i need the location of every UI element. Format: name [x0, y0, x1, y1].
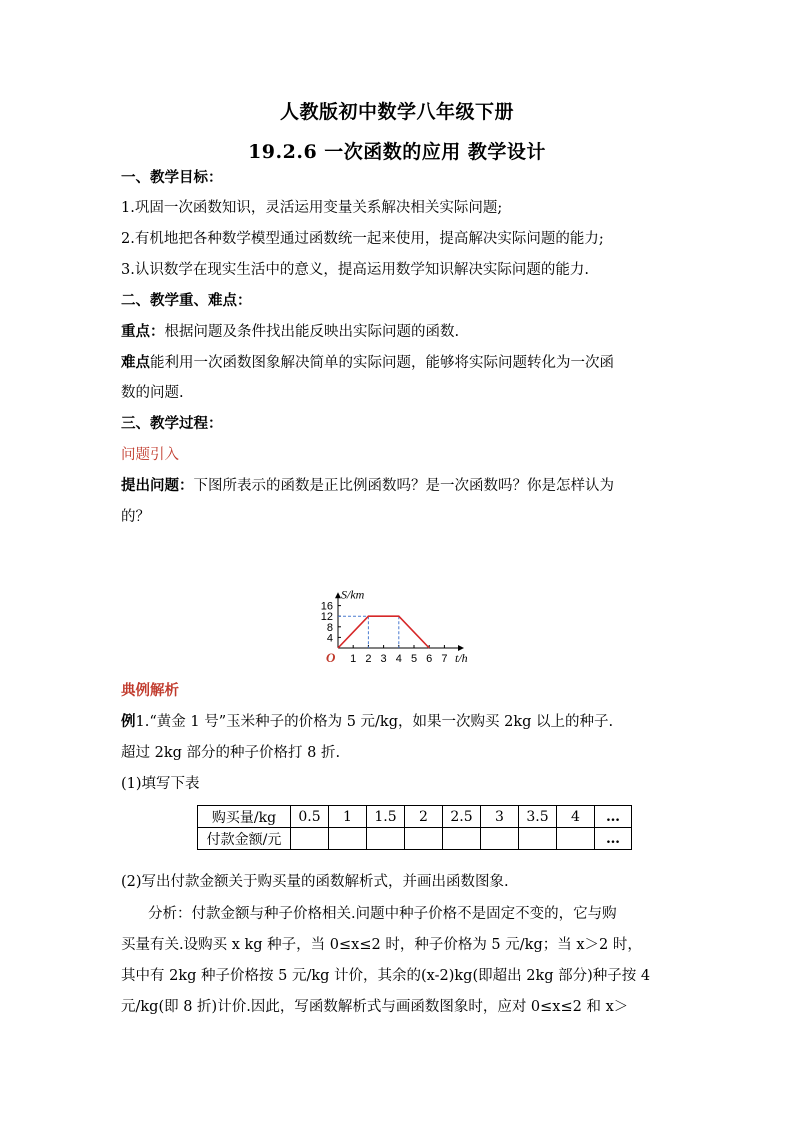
example-text-line2: 超过 2kg 部分的种子价格打 8 折. — [121, 745, 341, 761]
table-cell: … — [595, 828, 632, 850]
key-point — [121, 320, 681, 341]
x-tick-label: 2 — [365, 653, 372, 665]
difficult-point-text: 能利用一次函数图象解决简单的实际问题，能够将实际问题转化为一次函 — [150, 355, 614, 371]
objective-item: 3.认识数学在现实生活中的意义，提高运用数学知识解决实际问题的能力. — [121, 262, 589, 278]
x-tick-label: 6 — [426, 653, 433, 665]
origin-label: O — [326, 650, 336, 665]
table-header-quantity: 购买量/kg — [198, 806, 291, 828]
section-heading-keypoints: 二、教学重、难点： — [121, 292, 252, 309]
table-row — [198, 828, 632, 850]
question-label: 提出问题： — [121, 477, 194, 494]
section-heading-objectives: 一、教学目标： — [121, 169, 223, 186]
objective-item: 1.巩固一次函数知识，灵活运用变量关系解决相关实际问题; — [121, 200, 503, 216]
example-label: 例 — [121, 713, 136, 730]
table-cell: 4 — [557, 806, 595, 828]
analysis-line: 其中有 2kg 种子价格按 5 元/kg 计价，其余的(x-2)kg(即超出 2kg 部分)种子按 4 — [121, 968, 651, 984]
y-axis-label: S/km — [341, 587, 365, 602]
key-point-label: 重点： — [121, 323, 165, 340]
y-tick-label: 4 — [326, 632, 333, 645]
example-part1: (1)填写下表 — [121, 776, 200, 792]
subheading-example: 典例解析 — [121, 682, 179, 699]
table-cell: 0.5 — [291, 806, 329, 828]
document-title: 人教版初中数学八年级下册 — [279, 101, 514, 123]
question-text: 下图所表示的函数是正比例函数吗？是一次函数吗？你是怎样认为 — [193, 478, 614, 494]
price-table — [197, 805, 632, 850]
section-heading-process: 三、教学过程： — [121, 415, 223, 432]
x-tick-label: 4 — [395, 653, 402, 665]
table-cell: 3.5 — [519, 806, 557, 828]
question-continued: 的？ — [121, 509, 150, 525]
table-cell: 1.5 — [367, 806, 405, 828]
table-cell-empty[interactable] — [291, 828, 329, 850]
x-axis-label: t/h — [455, 651, 468, 665]
table-cell: 2.5 — [443, 806, 481, 828]
y-tick-label: 12 — [320, 611, 333, 624]
lesson-title: 19.2.6 一次函数的应用 教学设计 — [248, 141, 546, 163]
table-cell: 3 — [481, 806, 519, 828]
table-cell-empty[interactable] — [481, 828, 519, 850]
example-part2: (2)写出付款金额关于购买量的函数解析式，并画出函数图象. — [121, 874, 509, 890]
analysis-line: 元/kg(即 8 折)计价.因此，写函数解析式与画函数图象时，应对 0≤x≤2 和 x＞ — [121, 999, 629, 1015]
x-tick-label: 5 — [410, 653, 418, 665]
analysis-line: 买量有关.设购买 x kg 种子，当 0≤x≤2 时，种子价格为 5 元/kg；当 x＞2 时， — [121, 937, 642, 953]
table-cell-empty[interactable] — [557, 828, 595, 850]
example-text — [121, 710, 681, 731]
table-header-amount: 付款金额/元 — [198, 828, 291, 850]
distance-time-graph — [318, 532, 468, 667]
x-tick-label: 7 — [441, 653, 448, 665]
difficult-point-label: 难点 — [121, 354, 150, 371]
analysis-line: 分析：付款金额与种子价格相关.问题中种子价格不是固定不变的，它与购 — [148, 906, 617, 922]
key-point-text: 根据问题及条件找出能反映出实际问题的函数. — [164, 324, 460, 340]
table-cell-empty[interactable] — [329, 828, 367, 850]
example-text-line1: 1.“黄金 1 号”玉米种子的价格为 5 元/kg，如果一次购买 2kg 以上的种子. — [135, 714, 614, 730]
subheading-intro: 问题引入 — [121, 447, 179, 463]
objective-item: 2.有机地把各种数学模型通过函数统一起来使用，提高解决实际问题的能力; — [121, 231, 604, 247]
table-cell-empty[interactable] — [519, 828, 557, 850]
question — [121, 474, 681, 495]
difficult-point-continued: 数的问题. — [121, 385, 184, 401]
x-tick-label: 3 — [380, 653, 387, 665]
table-cell-empty[interactable] — [405, 828, 443, 850]
table-cell: 1 — [329, 806, 367, 828]
table-row — [198, 806, 632, 828]
table-cell: … — [595, 806, 632, 828]
table-cell-empty[interactable] — [443, 828, 481, 850]
x-tick-label: 1 — [350, 653, 357, 665]
table-cell-empty[interactable] — [367, 828, 405, 850]
y-tick-label: 16 — [320, 600, 333, 613]
series-line — [338, 616, 429, 648]
table-cell: 2 — [405, 806, 443, 828]
difficult-point — [121, 351, 681, 372]
y-tick-label: 8 — [326, 621, 333, 634]
